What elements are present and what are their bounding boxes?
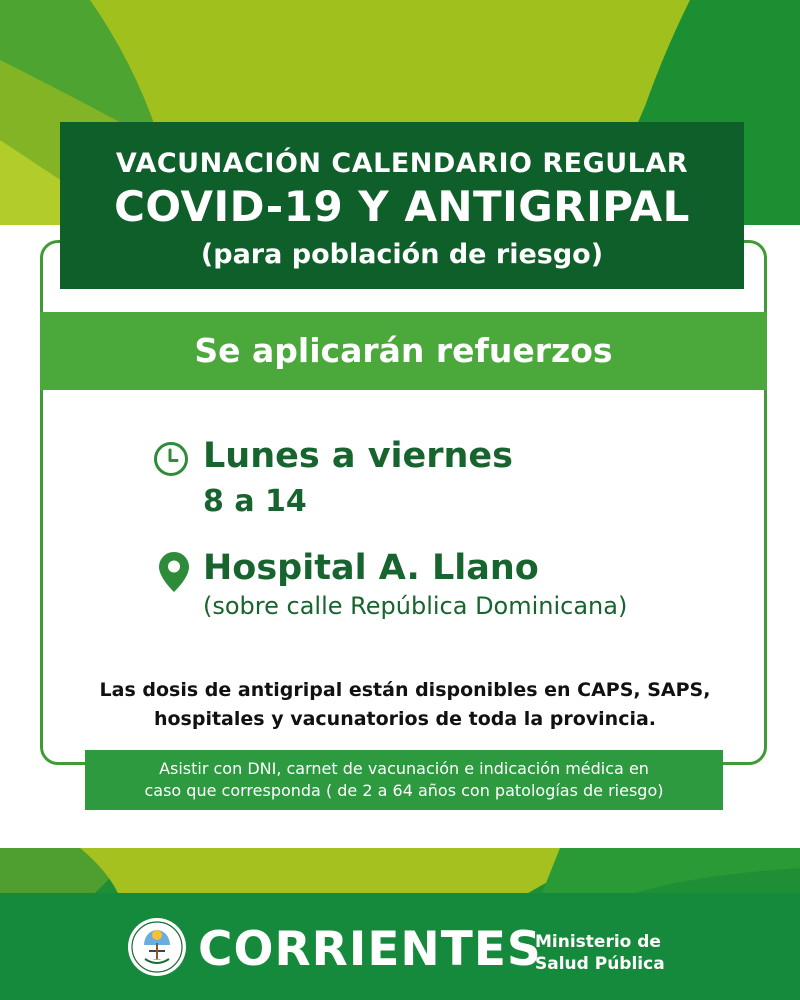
title-line-3: (para población de riesgo) (200, 239, 604, 270)
schedule-hours: 8 a 14 (203, 484, 307, 519)
map-pin-icon (158, 551, 190, 593)
antigripal-info-line-1: Las dosis de antigripal están disponibles en CAPS, SAPS, (99, 679, 711, 701)
ministry-line-2: Salud Pública (535, 954, 665, 974)
ministry-name (535, 931, 665, 975)
brand-wordmark: CORRIENTES (198, 922, 542, 977)
antigripal-info (60, 676, 750, 734)
requirements-line-2: caso que corresponda ( de 2 a 64 años con patologías de riesgo) (144, 781, 664, 800)
title-line-1: VACUNACIÓN CALENDARIO REGULAR (115, 148, 689, 179)
schedule-days: Lunes a viernes (203, 436, 513, 476)
government-seal-icon (127, 917, 187, 977)
location-detail: (sobre calle República Dominicana) (203, 592, 628, 620)
requirements-box (85, 750, 723, 810)
ministry-line-1: Ministerio de (535, 932, 661, 952)
clock-icon (153, 441, 189, 477)
requirements-text (85, 758, 723, 802)
refuerzos-band (40, 312, 767, 390)
location-name: Hospital A. Llano (203, 548, 539, 588)
requirements-line-1: Asistir con DNI, carnet de vacunación e indicación médica en (159, 759, 649, 778)
title-line-2: COVID-19 Y ANTIGRIPAL (114, 182, 690, 231)
refuerzos-text: Se aplicarán refuerzos (194, 331, 613, 370)
title-box (60, 122, 744, 289)
antigripal-info-line-2: hospitales y vacunatorios de toda la provincia. (153, 708, 657, 730)
